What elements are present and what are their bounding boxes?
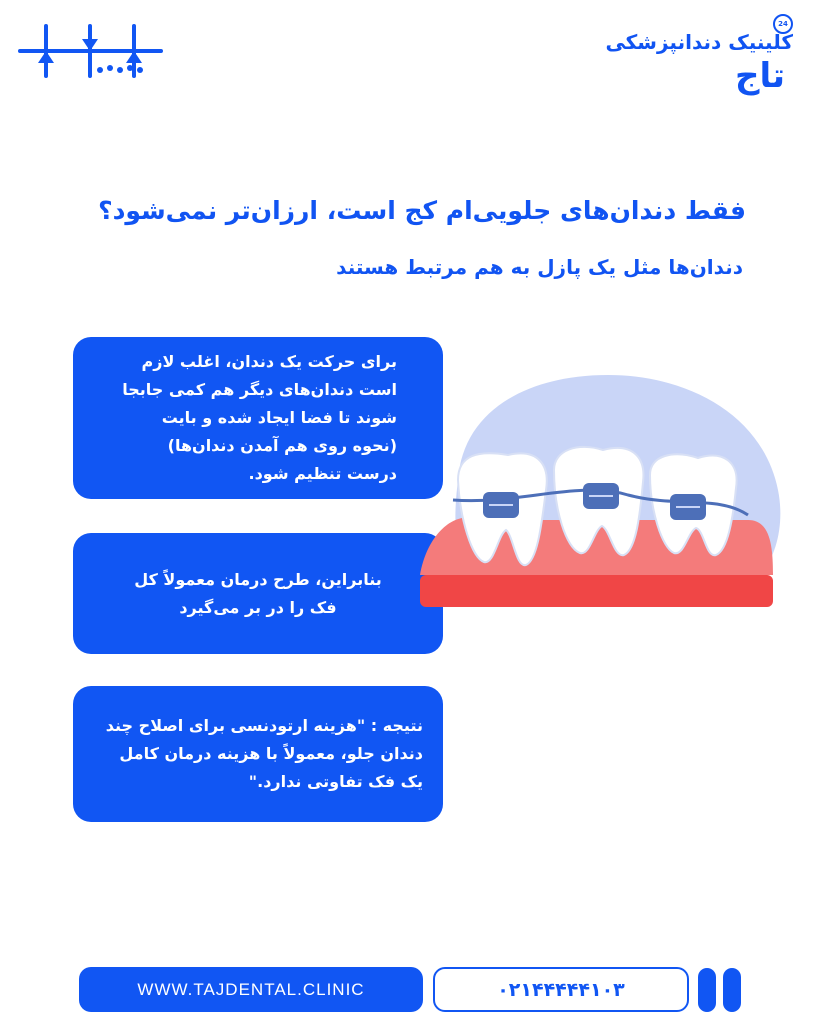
info-card-text: بنابراین، طرح درمان معمولاً کل فک را در بر می‌گیرد	[134, 569, 382, 617]
24-hour-badge-icon: 24	[773, 14, 793, 34]
braces-illustration	[418, 370, 790, 615]
info-card-1	[73, 337, 443, 499]
website-link[interactable]: WWW.TAJDENTAL.CLINIC	[79, 967, 423, 1012]
clinic-logo	[605, 12, 793, 96]
phone-number[interactable]: ۰۲۱۴۴۴۴۴۱۰۳	[433, 967, 689, 1012]
page-title: فقط دندان‌های جلویی‌ام کج است، ارزان‌تر نمی‌شود؟	[98, 196, 746, 225]
logo-subtitle: کلینیک دندانپزشکی	[605, 30, 793, 54]
info-card-text: برای حرکت یک دندان، اغلب لازم است دندان‌های دیگر هم کمی جابجا شوند تا فضا ایجاد شده و بایت (نحوه روی هم آمدن دندان‌ها) درست تنظیم شود.	[122, 352, 397, 483]
info-card-3	[73, 686, 443, 822]
info-card-2	[73, 533, 443, 654]
decorative-pulse-icon	[18, 18, 163, 83]
logo-name: تاج	[734, 56, 785, 96]
decorative-pill	[723, 968, 741, 1012]
info-card-text: نتیجه : "هزینه ارتودنسی برای اصلاح چند دندان جلو، معمولاً با هزینه درمان کامل یک فک تفاوتی ندارد."	[105, 716, 423, 791]
page-subtitle: دندان‌ها مثل یک پازل به هم مرتبط هستند	[336, 255, 743, 279]
decorative-pill	[698, 968, 716, 1012]
